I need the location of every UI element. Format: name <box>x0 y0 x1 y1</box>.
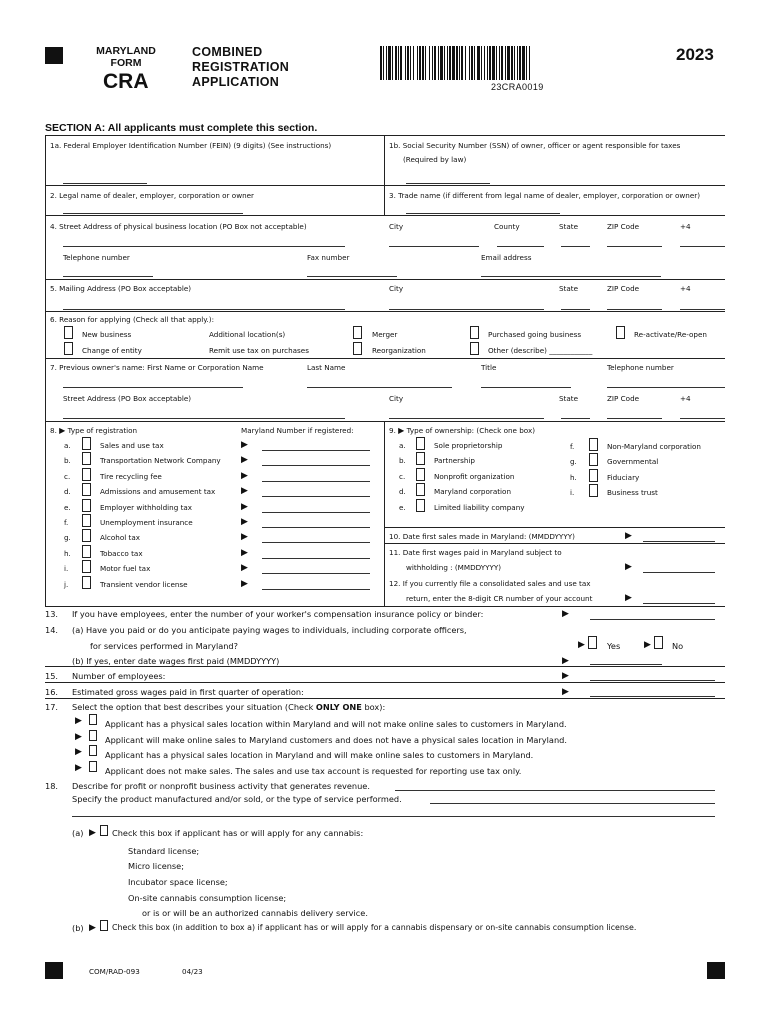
md-number-field[interactable] <box>262 558 370 559</box>
form-title: COMBINED REGISTRATION APPLICATION <box>192 45 290 89</box>
arrow-right-icon: ▶ <box>644 640 651 650</box>
registration-mark-bottom-left <box>45 962 63 979</box>
city-label: City <box>389 222 404 231</box>
arrow-right-icon: ▶ <box>241 470 248 481</box>
first-wages-label-2: withholding : (MMDDYYYY) <box>406 563 502 572</box>
registration-type-label: Tire recycling fee <box>100 471 162 481</box>
registration-type-checkbox[interactable] <box>82 483 91 496</box>
arrow-right-icon: ▶ <box>241 578 248 589</box>
yes-label: Yes <box>607 641 621 651</box>
ownership-letter: e. <box>399 502 406 512</box>
arrow-right-icon: ▶ <box>241 501 248 512</box>
previous-owner-street-field[interactable] <box>63 418 345 419</box>
workers-comp-field[interactable] <box>590 619 715 620</box>
arrow-right-icon: ▶ <box>578 640 585 650</box>
registration-type-checkbox[interactable] <box>82 452 91 465</box>
md-number-field[interactable] <box>262 450 370 451</box>
mailing-city-field[interactable] <box>389 309 544 310</box>
product-field[interactable] <box>430 803 715 804</box>
cannabis-license-2: Micro license; <box>128 861 184 871</box>
arrow-right-icon: ▶ <box>241 440 248 450</box>
md-number-field[interactable] <box>262 496 370 497</box>
arrow-right-icon: ▶ <box>75 716 82 726</box>
previous-owner-plus4-field[interactable] <box>680 418 725 419</box>
q17-number: 17. <box>45 702 59 712</box>
fax-field[interactable] <box>307 276 397 277</box>
first-wages-field[interactable] <box>643 572 715 573</box>
arrow-right-icon: ▶ <box>241 455 248 466</box>
ssn-sublabel: (Required by law) <box>403 155 467 164</box>
remit-use-tax-label: Remit use tax on purchases <box>209 346 309 355</box>
arrow-right-icon: ▶ <box>89 828 96 838</box>
ownership-checkbox[interactable] <box>589 438 598 451</box>
reorganization-label: Reorganization <box>372 346 426 355</box>
arrow-right-icon: ▶ <box>241 486 248 497</box>
sales-situation-checkbox[interactable] <box>89 714 97 725</box>
change-entity-label: Change of entity <box>82 346 142 355</box>
fein-label: 1a. Federal Employer Identification Number (FEIN) (9 digits) (See instructions) <box>50 141 332 150</box>
street-address-label: 4. Street Address of physical business location (PO Box not acceptable) <box>50 222 307 231</box>
mailing-zip-field[interactable] <box>607 309 662 310</box>
employees-label: Number of employees: <box>72 671 166 681</box>
form-id: COM/RAD-093 <box>89 967 140 976</box>
registration-type-label: Transient vendor license <box>100 579 188 589</box>
ownership-checkbox[interactable] <box>416 452 425 465</box>
arrow-right-icon: ▶ <box>562 671 569 681</box>
registration-type-checkbox[interactable] <box>82 514 91 527</box>
mailing-plus4-field[interactable] <box>680 309 725 310</box>
md-number-field[interactable] <box>262 542 370 543</box>
product-label: Specify the product manufactured and/or sold, or the type of service performed. <box>72 794 402 804</box>
mailing-address-label: 5. Mailing Address (PO Box acceptable) <box>50 284 192 293</box>
ownership-label: Sole proprietorship <box>434 441 503 450</box>
ownership-label: Non-Maryland corporation <box>607 442 701 451</box>
ownership-letter: a. <box>399 441 406 450</box>
other-label: Other (describe) ____________ <box>488 346 593 355</box>
first-sales-field[interactable] <box>643 541 715 542</box>
county-field[interactable] <box>497 246 544 247</box>
ownership-letter: f. <box>570 442 575 451</box>
ownership-letter: b. <box>399 456 406 466</box>
form-code: CRA <box>103 70 149 93</box>
state-label: MARYLAND FORM <box>96 45 156 69</box>
legal-name-field[interactable] <box>63 213 243 214</box>
reorganization-checkbox[interactable] <box>470 342 479 355</box>
cannabis-b-checkbox[interactable] <box>100 920 108 931</box>
sales-situation-label: Applicant has a physical sales location in Maryland and will make online sales to customers in Maryland. <box>105 750 534 761</box>
cannabis-a-checkbox[interactable] <box>100 825 108 836</box>
ownership-checkbox[interactable] <box>416 499 425 512</box>
previous-owner-zip-field[interactable] <box>607 418 662 419</box>
wages-yes-checkbox[interactable] <box>588 636 597 649</box>
registration-letter: d. <box>64 487 71 497</box>
q15-number: 15. <box>45 671 59 681</box>
md-number-field[interactable] <box>262 589 370 590</box>
sales-situation-label: Applicant has a physical sales location within Maryland and will not make online sales to customers in Maryland. <box>105 719 567 729</box>
ownership-letter: g. <box>570 457 577 467</box>
workers-comp-label: If you have employees, enter the number of your worker's compensation insurance policy or binder: <box>72 609 484 619</box>
arrow-right-icon: ▶ <box>625 531 632 541</box>
previous-owner-city-label: City <box>389 394 404 403</box>
additional-location-label: Additional location(s) <box>209 330 286 339</box>
md-number-field[interactable] <box>262 573 370 574</box>
new-business-checkbox[interactable] <box>64 326 73 339</box>
mailing-plus4-label: +4 <box>680 284 691 293</box>
ownership-checkbox[interactable] <box>416 483 425 496</box>
sales-situation-checkbox[interactable] <box>89 745 97 756</box>
sales-situation-label: Select the option that best describes your situation (Check ONLY ONE box): <box>72 702 386 712</box>
plus4-field[interactable] <box>680 246 725 247</box>
purchased-business-label: Purchased going business <box>488 330 582 339</box>
registration-type-label: Sales and use tax <box>100 441 164 450</box>
sales-situation-checkbox[interactable] <box>89 730 97 741</box>
ownership-checkbox[interactable] <box>416 468 425 481</box>
cr-number-label-2: return, enter the 8-digit CR number of your account <box>406 594 593 603</box>
email-label: Email address <box>481 253 532 262</box>
registration-type-label: Tobacco tax <box>100 548 143 558</box>
arrow-right-icon: ▶ <box>59 426 66 435</box>
registration-type-label: Motor fuel tax <box>100 564 151 574</box>
telephone-label: Telephone number <box>63 253 130 262</box>
ownership-checkbox[interactable] <box>589 484 598 497</box>
registration-type-label: Alcohol tax <box>100 533 140 543</box>
ownership-label: Fiduciary <box>607 472 640 482</box>
merger-label: Merger <box>372 330 398 339</box>
q14-number: 14. <box>45 625 59 635</box>
registration-letter: i. <box>64 564 69 574</box>
md-number-field[interactable] <box>262 512 370 513</box>
wages-date-label: (b) If yes, enter date wages first paid (MMDDYYYY) <box>72 656 280 666</box>
ownership-label: Partnership <box>434 456 475 466</box>
q13-number: 13. <box>45 609 59 619</box>
ownership-checkbox[interactable] <box>589 469 598 482</box>
cr-number-label: 12. If you currently file a consolidated sales and use tax <box>389 579 591 588</box>
cannabis-a-label: (a) <box>72 828 84 838</box>
business-activity-label: Describe for profit or nonprofit business activity that generates revenue. <box>72 781 370 791</box>
city-field[interactable] <box>389 246 479 247</box>
arrow-right-icon: ▶ <box>241 532 248 543</box>
registration-letter: h. <box>64 548 71 558</box>
fein-field[interactable] <box>63 183 147 184</box>
cannabis-b-label: (b) <box>72 923 84 933</box>
ownership-label: Nonprofit organization <box>434 471 515 481</box>
reactivate-label: Re-activate/Re-open <box>634 330 707 339</box>
change-entity-checkbox[interactable] <box>64 342 73 355</box>
trade-name-field[interactable] <box>406 213 560 214</box>
registration-type-checkbox[interactable] <box>82 560 91 573</box>
state-label: State <box>559 222 579 231</box>
zip-field[interactable] <box>607 246 662 247</box>
barcode-text: 23CRA0019 <box>491 82 544 92</box>
trade-name-label: 3. Trade name (if different from legal name of dealer, employer, corporation or owner) <box>389 191 700 200</box>
telephone-field[interactable] <box>63 276 153 277</box>
mailing-address-field[interactable] <box>63 309 345 310</box>
ownership-checkbox[interactable] <box>589 453 598 466</box>
registration-letter: f. <box>64 518 69 527</box>
registration-type-label: Employer withholding tax <box>100 502 193 512</box>
previous-owner-plus4-label: +4 <box>680 394 691 403</box>
ownership-letter: i. <box>570 488 575 498</box>
additional-location-checkbox[interactable] <box>353 326 362 339</box>
mailing-city-label: City <box>389 284 404 293</box>
mailing-state-label: State <box>559 284 579 293</box>
new-business-label: New business <box>82 330 132 339</box>
zip-label: ZIP Code <box>607 222 640 231</box>
registration-letter: e. <box>64 502 71 512</box>
q16-number: 16. <box>45 687 59 697</box>
form-year: 2023 <box>676 45 714 64</box>
previous-owner-label: 7. Previous owner's name: First Name or Corporation Name <box>50 363 264 372</box>
legal-name-label: 2. Legal name of dealer, employer, corporation or owner <box>50 191 255 200</box>
fax-label: Fax number <box>307 253 350 262</box>
previous-owner-city-field[interactable] <box>389 418 544 419</box>
registration-type-label: Transportation Network Company <box>100 456 221 466</box>
ownership-letter: c. <box>399 471 406 481</box>
reactivate-checkbox[interactable] <box>616 326 625 339</box>
street-address-field[interactable] <box>63 246 345 247</box>
sales-situation-label: Applicant will make online sales to Maryland customers and does not have a physical sales location in Maryland. <box>105 734 567 745</box>
registration-type-checkbox[interactable] <box>82 576 91 589</box>
previous-owner-state-field[interactable] <box>561 418 590 419</box>
wages-date-field[interactable] <box>590 664 662 665</box>
registration-type-label: Unemployment insurance <box>100 518 193 527</box>
previous-owner-title-field[interactable] <box>481 387 571 388</box>
registration-type-checkbox[interactable] <box>82 468 91 481</box>
md-number-field[interactable] <box>262 481 370 482</box>
merger-checkbox[interactable] <box>470 326 479 339</box>
reason-label: 6. Reason for applying (Check all that apply.): <box>50 315 214 324</box>
arrow-right-icon: ▶ <box>75 747 82 758</box>
first-sales-label: 10. Date first sales made in Maryland: (MMDDYYYY) <box>389 532 575 541</box>
md-number-heading: Maryland Number if registered: <box>241 426 354 435</box>
mailing-state-field[interactable] <box>561 309 590 310</box>
ownership-letter: h. <box>570 472 577 482</box>
arrow-right-icon: ▶ <box>398 426 405 435</box>
registration-letter: a. <box>64 441 71 450</box>
registration-mark-bottom-right <box>707 962 725 979</box>
registration-type-checkbox[interactable] <box>82 499 91 512</box>
arrow-right-icon: ▶ <box>89 923 96 933</box>
registration-letter: c. <box>64 471 71 481</box>
ssn-label: 1b. Social Security Number (SSN) of owner, officer or agent responsible for taxes <box>389 141 681 150</box>
ownership-label: Limited liability company <box>434 502 525 512</box>
ssn-field[interactable] <box>406 183 490 184</box>
registration-letter: g. <box>64 533 71 543</box>
ownership-checkbox[interactable] <box>416 437 425 450</box>
md-number-field[interactable] <box>262 465 370 466</box>
mailing-zip-label: ZIP Code <box>607 284 640 293</box>
previous-owner-title-label: Title <box>481 363 497 372</box>
registration-type-checkbox[interactable] <box>82 437 91 450</box>
ownership-letter: d. <box>399 487 406 497</box>
previous-owner-street-label: Street Address (PO Box acceptable) <box>63 394 192 403</box>
gross-wages-label: Estimated gross wages paid in first quarter of operation: <box>72 687 304 697</box>
cannabis-license-1: Standard license; <box>128 846 200 856</box>
ownership-label: Maryland corporation <box>434 487 512 497</box>
wages-question: (a) Have you paid or do you anticipate paying wages to individuals, including corporate officers, <box>72 625 467 635</box>
form-date: 04/23 <box>182 967 203 976</box>
md-number-field[interactable] <box>262 527 370 528</box>
previous-owner-phone-field[interactable] <box>607 387 725 388</box>
arrow-right-icon: ▶ <box>562 609 569 619</box>
cr-number-field[interactable] <box>643 603 715 604</box>
arrow-right-icon: ▶ <box>241 547 248 558</box>
wages-question-2: for services performed in Maryland? <box>90 641 238 651</box>
gross-wages-field[interactable] <box>590 696 715 697</box>
section-a-heading: SECTION A: All applicants must complete this section. <box>45 122 318 134</box>
arrow-right-icon: ▶ <box>75 731 82 742</box>
arrow-right-icon: ▶ <box>562 656 569 666</box>
cannabis-license-3: Incubator space license; <box>128 877 228 887</box>
arrow-right-icon: ▶ <box>241 517 248 527</box>
registration-letter: j. <box>64 579 69 589</box>
business-activity-field[interactable] <box>395 790 715 791</box>
arrow-right-icon: ▶ <box>75 763 82 774</box>
arrow-right-icon: ▶ <box>241 563 248 574</box>
state-field[interactable] <box>561 246 590 247</box>
plus4-label: +4 <box>680 222 691 231</box>
no-label: No <box>672 641 684 651</box>
business-activity-field-2[interactable] <box>72 816 715 817</box>
email-field[interactable] <box>481 276 661 277</box>
previous-owner-last-label: Last Name <box>307 363 346 372</box>
ownership-heading: 9. ▶ Type of ownership: (Check one box) <box>389 426 536 435</box>
registration-type-checkbox[interactable] <box>82 529 91 542</box>
registration-type-label: Admissions and amusement tax <box>100 487 216 497</box>
county-label: County <box>494 222 520 231</box>
cannabis-license-4: On-site cannabis consumption license; <box>128 893 287 903</box>
cannabis-a-text: Check this box if applicant has or will apply for any cannabis: <box>112 828 364 838</box>
arrow-right-icon: ▶ <box>562 687 569 697</box>
arrow-right-icon: ▶ <box>625 562 632 572</box>
barcode <box>380 46 530 80</box>
registration-mark-top-left <box>45 47 63 64</box>
employees-field[interactable] <box>590 680 715 681</box>
sales-situation-label: Applicant does not make sales. The sales and use tax account is requested for reporting use tax only. <box>105 766 522 777</box>
previous-owner-phone-label: Telephone number <box>607 363 674 372</box>
q18-number: 18. <box>45 781 59 791</box>
previous-owner-last-field[interactable] <box>307 387 452 388</box>
first-wages-label: 11. Date first wages paid in Maryland subject to <box>389 548 562 557</box>
arrow-right-icon: ▶ <box>625 593 632 603</box>
registration-type-checkbox[interactable] <box>82 545 91 558</box>
cannabis-b-text: Check this box (in addition to box a) if applicant has or will apply for a cannabis dispensary or on-site cannabis consumption license. <box>112 923 637 932</box>
wages-no-checkbox[interactable] <box>654 636 663 649</box>
ownership-label: Business trust <box>607 488 658 498</box>
sales-situation-checkbox[interactable] <box>89 761 97 772</box>
previous-owner-state-label: State <box>559 394 579 403</box>
remit-use-tax-checkbox[interactable] <box>353 342 362 355</box>
registration-type-heading: 8. ▶ Type of registration <box>50 426 138 435</box>
registration-letter: b. <box>64 456 71 466</box>
ownership-label: Governmental <box>607 457 659 467</box>
previous-owner-zip-label: ZIP Code <box>607 394 640 403</box>
cannabis-license-5: or is or will be an authorized cannabis delivery service. <box>142 908 368 918</box>
previous-owner-first-field[interactable] <box>63 387 243 388</box>
